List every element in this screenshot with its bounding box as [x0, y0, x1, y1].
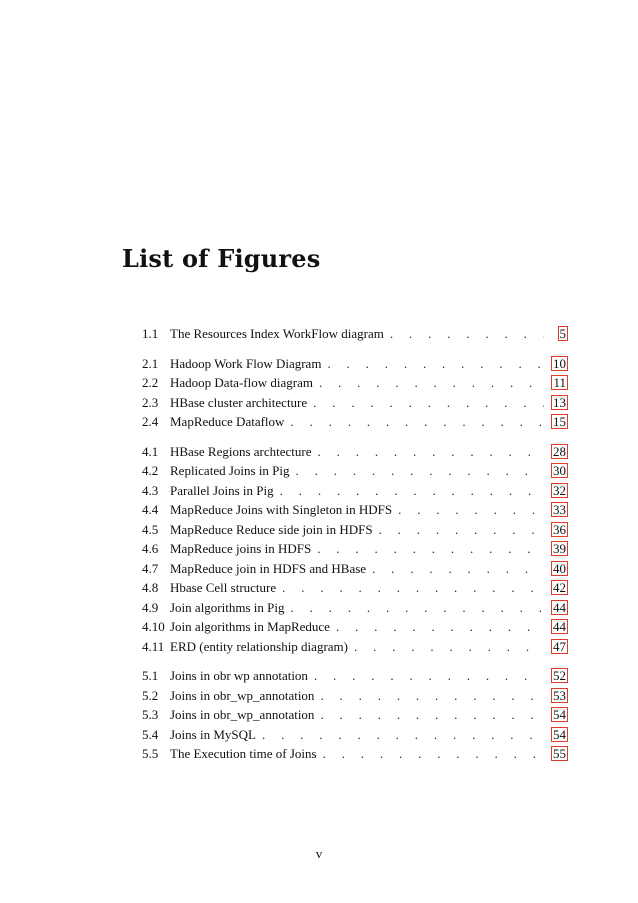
dot-leaders — [319, 375, 544, 391]
page-number: 54 — [553, 707, 566, 722]
page-number: 44 — [553, 619, 566, 634]
page-link[interactable] — [548, 522, 568, 538]
figure-title: Joins in MySQL — [170, 726, 256, 742]
figure-number: 2.2 — [142, 375, 159, 390]
figure-title: Hadoop Data-flow diagram — [170, 375, 313, 390]
page-number: 32 — [553, 482, 566, 498]
page-number: 40 — [553, 560, 566, 576]
figure-number: 4.10 — [142, 619, 165, 634]
figure-title: The Resources Index WorkFlow diagram — [170, 326, 384, 341]
page-link[interactable] — [548, 444, 568, 460]
figure-entry[interactable] — [142, 483, 568, 503]
figure-title: MapReduce join in HDFS and HBase — [170, 560, 367, 576]
figure-entry[interactable] — [142, 746, 568, 766]
figure-number: 5.3 — [142, 707, 159, 722]
figure-title: Hbase Cell structure — [170, 580, 277, 595]
figure-number: 5.4 — [142, 726, 159, 742]
page-number-footer: v — [315, 846, 323, 861]
figure-entry[interactable] — [142, 727, 568, 747]
figure-group — [142, 326, 568, 346]
figure-title: HBase cluster architecture — [170, 394, 308, 410]
page-number: 13 — [553, 394, 566, 410]
figure-group — [142, 356, 568, 434]
page-link[interactable] — [548, 639, 568, 655]
list-of-figures — [142, 326, 568, 776]
figure-entry[interactable] — [142, 522, 568, 542]
figure-number: 4.3 — [142, 482, 159, 498]
page-link[interactable] — [548, 326, 568, 342]
figure-title: ERD (entity relationship diagram) — [170, 638, 348, 654]
figure-title: Joins in obr_wp_annotation — [170, 707, 315, 722]
figure-entry[interactable] — [142, 619, 568, 639]
dot-leaders — [320, 707, 544, 723]
figure-title: Joins in obr wp annotation — [170, 668, 308, 683]
figure-entry[interactable] — [142, 375, 568, 395]
page-link[interactable] — [548, 463, 568, 479]
figure-entry[interactable] — [142, 541, 568, 561]
figure-number: 5.2 — [142, 687, 159, 703]
dot-leaders — [354, 639, 544, 655]
figure-title: Join algorithms in Pig — [170, 599, 285, 615]
page-link[interactable] — [548, 688, 568, 704]
page-link[interactable] — [548, 746, 568, 762]
figure-entry[interactable] — [142, 580, 568, 600]
figure-number: 5.5 — [142, 746, 159, 761]
figure-group — [142, 444, 568, 659]
figure-entry[interactable] — [142, 463, 568, 483]
dot-leaders — [372, 561, 544, 577]
figure-number: 4.7 — [142, 560, 159, 576]
dot-leaders — [323, 746, 544, 762]
figure-entry[interactable] — [142, 668, 568, 688]
figure-number: 4.8 — [142, 580, 159, 595]
page-number: 10 — [553, 355, 566, 371]
dot-leaders — [320, 688, 544, 704]
figure-title: MapReduce Dataflow — [170, 414, 285, 429]
page-number: 28 — [553, 443, 566, 459]
page-number: 5 — [559, 326, 566, 341]
figure-entry[interactable] — [142, 356, 568, 376]
page-number: 36 — [553, 521, 566, 537]
page-number: 54 — [553, 726, 566, 742]
figure-number: 4.1 — [142, 443, 159, 459]
figure-title: The Execution time of Joins — [170, 746, 317, 761]
figure-number: 4.2 — [142, 463, 159, 478]
page-link[interactable] — [548, 561, 568, 577]
figure-title: Hadoop Work Flow Diagram — [170, 355, 322, 371]
figure-number: 1.1 — [142, 326, 159, 341]
page-link[interactable] — [548, 375, 568, 391]
dot-leaders — [390, 326, 544, 342]
dot-leaders — [290, 414, 544, 430]
figure-number: 4.6 — [142, 541, 159, 556]
page-link[interactable] — [548, 395, 568, 411]
page-number: 30 — [553, 463, 566, 478]
figure-entry[interactable] — [142, 444, 568, 464]
page-link[interactable] — [548, 356, 568, 372]
page-link[interactable] — [548, 600, 568, 616]
page-number: 44 — [553, 599, 566, 615]
figure-number: 2.1 — [142, 355, 159, 371]
figure-entry[interactable] — [142, 414, 568, 434]
figure-number: 2.3 — [142, 394, 159, 410]
dot-leaders — [318, 444, 544, 460]
page-number: 15 — [553, 414, 566, 429]
dot-leaders — [314, 668, 544, 684]
dot-leaders — [262, 727, 544, 743]
page-link[interactable] — [548, 580, 568, 596]
page-link[interactable] — [548, 541, 568, 557]
dot-leaders — [296, 463, 544, 479]
page-link[interactable] — [548, 619, 568, 635]
figure-title: Parallel Joins in Pig — [170, 482, 274, 498]
figure-entry[interactable] — [142, 326, 568, 346]
figure-number: 4.9 — [142, 599, 159, 615]
figure-entry[interactable] — [142, 395, 568, 415]
figure-number: 4.5 — [142, 521, 159, 537]
figure-entry[interactable] — [142, 502, 568, 522]
figure-entry[interactable] — [142, 707, 568, 727]
dot-leaders — [317, 541, 544, 557]
dot-leaders — [336, 619, 544, 635]
dot-leaders — [379, 522, 544, 538]
figure-number: 4.4 — [142, 502, 159, 517]
figure-group — [142, 668, 568, 766]
figure-title: HBase Regions archtecture — [170, 443, 312, 459]
page-link[interactable] — [548, 668, 568, 684]
figure-title: Joins in obr_wp_annotation — [170, 687, 315, 703]
figure-entry[interactable] — [142, 639, 568, 659]
page-number: 42 — [553, 580, 566, 595]
page-number: 52 — [553, 668, 566, 683]
figure-title: Join algorithms in MapReduce — [170, 619, 330, 634]
figure-title: Replicated Joins in Pig — [170, 463, 290, 478]
page-heading: List of Figures — [122, 244, 321, 273]
figure-title: MapReduce Reduce side join in HDFS — [170, 521, 373, 537]
dot-leaders — [290, 600, 544, 616]
page-number: 33 — [553, 502, 566, 517]
figure-entry[interactable] — [142, 561, 568, 581]
page-link[interactable] — [548, 707, 568, 723]
page-number: 11 — [553, 375, 566, 390]
figure-title: MapReduce joins in HDFS — [170, 541, 312, 556]
figure-title: MapReduce Joins with Singleton in HDFS — [170, 502, 393, 517]
page-link[interactable] — [548, 502, 568, 518]
page-number: 55 — [553, 746, 566, 761]
page-number: 47 — [553, 638, 566, 654]
page-number: 39 — [553, 541, 566, 556]
figure-number: 2.4 — [142, 414, 159, 429]
figure-entry[interactable] — [142, 600, 568, 620]
page-link[interactable] — [548, 727, 568, 743]
page-link[interactable] — [548, 483, 568, 499]
dot-leaders — [282, 580, 544, 596]
figure-number: 4.11 — [142, 638, 165, 654]
figure-number: 5.1 — [142, 668, 159, 683]
dot-leaders — [280, 483, 544, 499]
figure-entry[interactable] — [142, 688, 568, 708]
dot-leaders — [313, 395, 544, 411]
dot-leaders — [327, 356, 544, 372]
page-link[interactable] — [548, 414, 568, 430]
page-number: 53 — [553, 687, 566, 703]
dot-leaders — [398, 502, 544, 518]
